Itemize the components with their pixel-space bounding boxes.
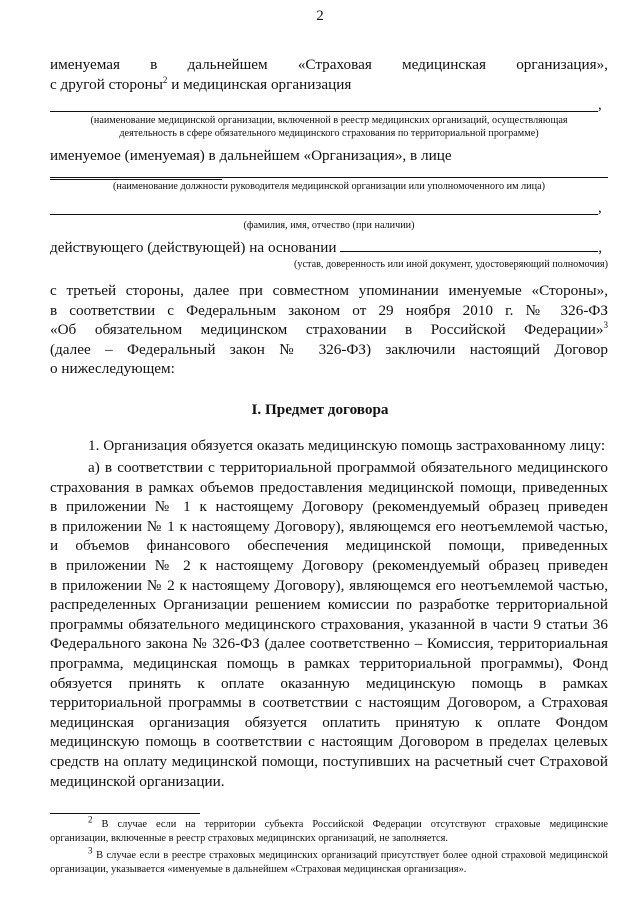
- party-line-1-word: медицинская: [402, 56, 487, 73]
- blank-line-full-name[interactable]: [50, 214, 598, 215]
- clause-1a-line: территориальной программы в соответствии с настоящим Договором, а Страховая: [50, 694, 608, 712]
- party-line-1-word: дальнейшем: [187, 56, 268, 73]
- intro-line-2: в соответствии с Федеральным законом от 29 ноября 2010 г. № 326-ФЗ: [50, 301, 608, 319]
- party-line-1-word: «Страховая: [297, 56, 372, 73]
- clause-1a-line: распределенных Организации решением комиссии по разработке территориальной: [50, 596, 608, 614]
- intro-line-4: (далее – Федеральный закон № 326-ФЗ) заключили настоящий Договор: [50, 340, 608, 358]
- footnote-2-line-1: [50, 814, 608, 832]
- footnote-3-mark: 3: [88, 845, 93, 856]
- caption-basis: (устав, доверенность или иной документ, удостоверяющий полномочия): [293, 259, 608, 270]
- clause-1a-line: программы обязательного медицинского страхования, указанной в части 9 статьи 36: [50, 615, 608, 633]
- basis-line: [50, 238, 608, 258]
- intro-line-1: с третьей стороны, далее при совместном упоминании именуемые «Стороны»,: [50, 282, 608, 299]
- comma: ,: [598, 239, 603, 256]
- section-title: I. Предмет договора: [251, 401, 389, 418]
- footnote-ref-2: 2: [162, 74, 168, 85]
- intro-line-3-text: «Об обязательном медицинском страховании в Российской Федерации»: [50, 321, 604, 338]
- intro-line-5: о нижеследующем:: [50, 360, 175, 377]
- clause-1: [50, 436, 608, 456]
- blank-line-position[interactable]: [50, 177, 608, 178]
- footnote-2-text-1: В случае если на территории субъекта Российской Федерации отсутствуют страховые медицинские: [92, 819, 608, 830]
- clause-1a-line: в приложении № 1 к настоящему Договору (рекомендуемый образец приведен: [50, 498, 608, 516]
- caption-org-name: (наименование медицинской организации, включенной в реестр медицинских организаций, осуществляющая деятельность в сфере обязательного медицинского страхования по территориальной программе): [90, 115, 568, 139]
- clause-1a-line: программа, медицинская помощь в рамках территориальной программы), Фонд: [50, 654, 608, 672]
- footnote-ref-3: 3: [603, 319, 608, 330]
- clause-1a-line: в приложении № 2 к настоящему Договору (рекомендуемый образец приведен: [50, 556, 608, 574]
- clause-1a-line: в приложении № 1 к настоящему Договору), являющемся его неотъемлемой частью,: [50, 517, 608, 535]
- caption-position: (наименование должности руководителя медицинской организации или уполномоченного им лица): [112, 181, 545, 192]
- intro-paragraph: [50, 281, 608, 379]
- clause-1a-line: а) в соответствии с территориальной программой обязательного медицинского: [88, 459, 608, 476]
- party-line-1-text: [50, 55, 608, 75]
- caption-full-name: (фамилия, имя, отчество (при наличии): [243, 220, 415, 231]
- clause-1a-line: и объемов финансового обеспечения медицинской помощи, приведенных: [50, 537, 608, 555]
- party-line-1: [50, 55, 608, 75]
- party-line-2-pre: с другой стороны: [50, 76, 163, 93]
- party-line-1-word: именуемая: [50, 56, 120, 73]
- footnote-3-text-1: В случае если в реестре страховых медицинских организаций присутствует более одной страховой медицинской: [92, 850, 608, 861]
- footnote-3-line-2: организации, указывается «именуемые в дальнейшем «Страховая медицинская организация».: [50, 863, 467, 875]
- clause-1a-line: обязуется принять к оплате оказанную медицинскую помощь в рамках: [50, 674, 608, 692]
- footnote-2-mark: 2: [88, 814, 93, 825]
- clause-1a-line: средств на оплату медицинской помощи, поступивших на расчетный счет Страховой: [50, 752, 608, 770]
- blank-basis[interactable]: [340, 239, 598, 252]
- footnote-separator: [50, 813, 200, 814]
- clause-1a-line: медицинская организация обязуется оплатить принятую к оплате Фондом: [50, 713, 608, 731]
- party-line-2-post: и медицинская организация: [167, 76, 352, 93]
- page-number: 2: [316, 8, 324, 24]
- footnote-2-line-2: организации, включенные в реестр страховых медицинских организаций, не заполняется.: [50, 832, 448, 844]
- intro-line-3: [50, 320, 608, 340]
- comma: ,: [598, 97, 602, 113]
- party-line-1-word: в: [150, 56, 158, 73]
- clause-1a-line: медицинской организации.: [50, 772, 225, 790]
- footnote-3-line-1: [50, 845, 608, 863]
- footnote-2: [50, 814, 608, 845]
- party-line-1-word: организация»,: [516, 56, 608, 73]
- clause-1a-line: страхования в рамках объемов предоставления медицинской помощи, приведенных: [50, 478, 608, 496]
- footnote-3: [50, 845, 608, 876]
- clause-1a-line: Федерального закона № 326-ФЗ (далее соответственно – Комиссия, территориальная: [50, 635, 608, 653]
- clause-1-text: 1. Организация обязуется оказать медицинскую помощь застрахованному лицу:: [88, 437, 606, 454]
- clause-1a-line: медицинскую помощь в соответствии с настоящим Договором в пределах целевых: [50, 733, 608, 751]
- comma: ,: [598, 200, 602, 216]
- org-representative-text: именуемое (именуемая) в дальнейшем «Организация», в лице: [50, 147, 452, 164]
- basis-text: действующего (действующей) на основании: [50, 239, 337, 256]
- blank-line-org-name[interactable]: [50, 111, 598, 112]
- clause-1a-line: в приложении № 2 к настоящему Договору), являющемся его неотъемлемой частью,: [50, 576, 608, 594]
- clause-1a: [50, 458, 608, 791]
- party-line-2: [50, 75, 608, 95]
